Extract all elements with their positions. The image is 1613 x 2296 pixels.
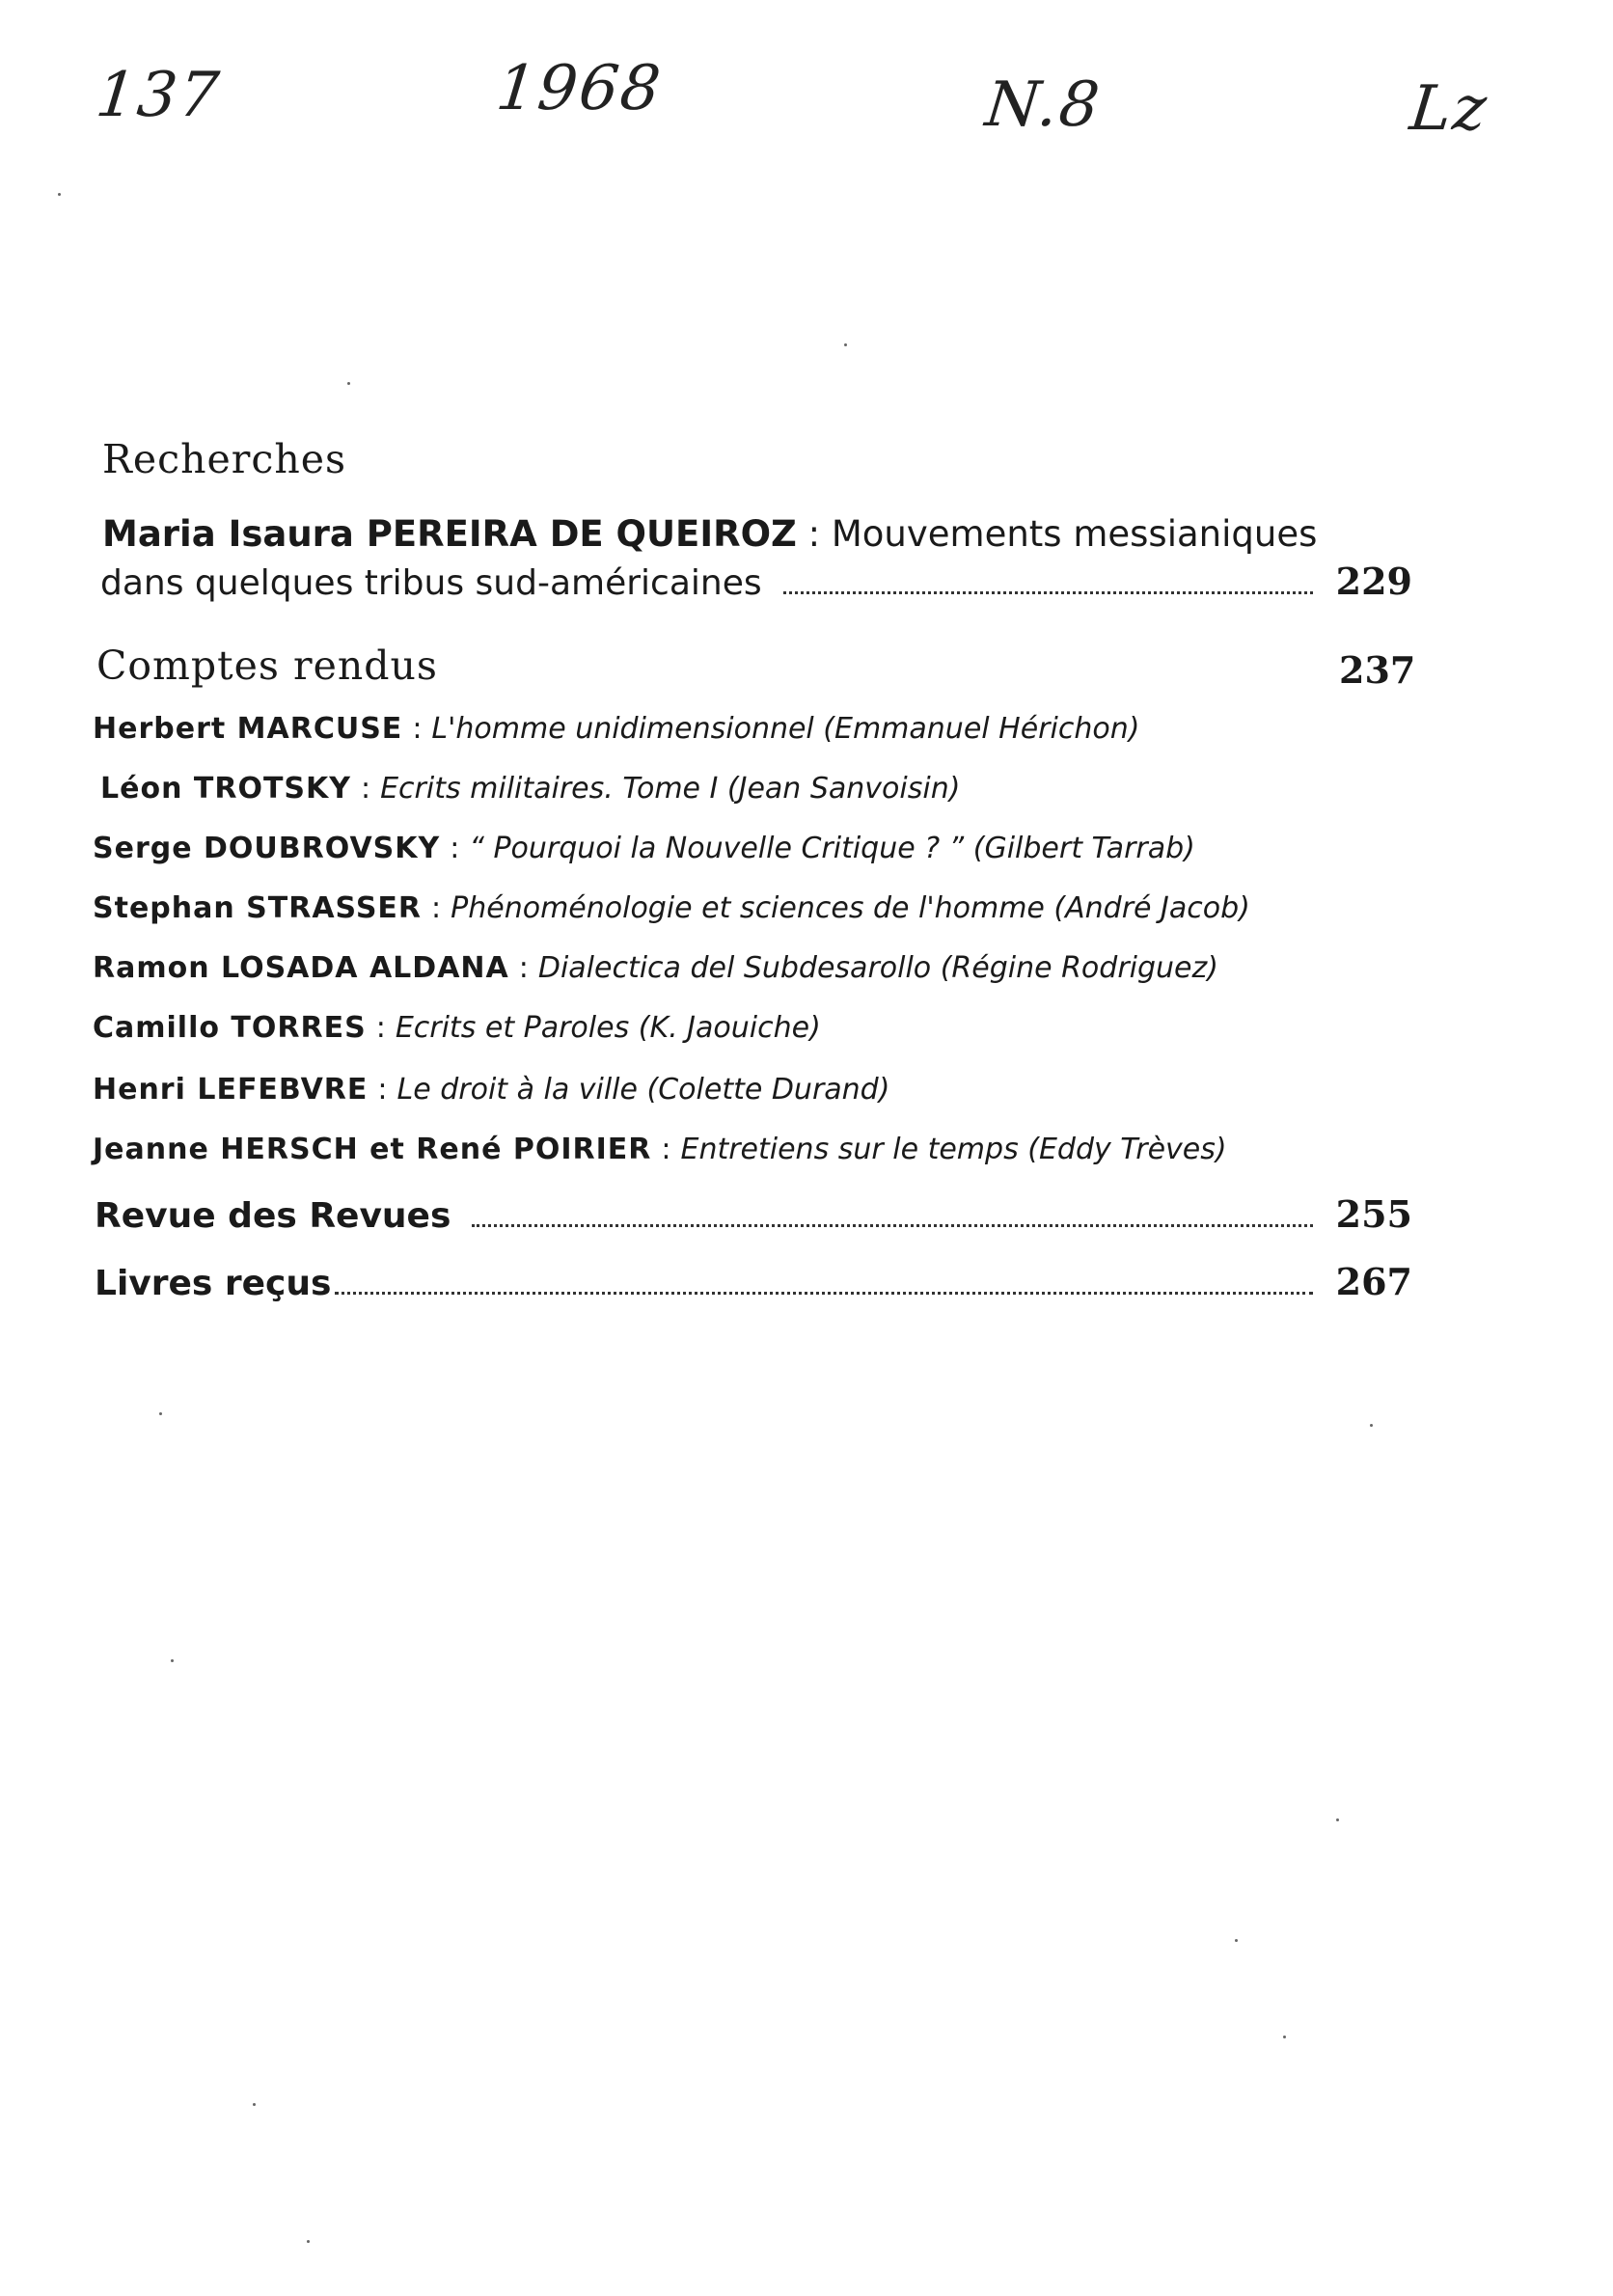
scan-speck: [253, 2103, 256, 2106]
dot-leader: [783, 591, 1313, 594]
handwritten-issue: N.8: [982, 69, 1105, 141]
scan-speck: [1370, 1424, 1373, 1427]
dot-leader: [335, 1292, 1312, 1295]
review-author: Camillo TORRES: [93, 1011, 367, 1045]
scan-speck: [307, 2240, 310, 2243]
revue-des-revues-page: 255: [1335, 1192, 1412, 1236]
review-item: Herbert MARCUSE : L'homme unidimensionnel (Emmanuel Hérichon): [93, 712, 1140, 746]
scan-speck: [171, 1659, 174, 1662]
review-item: Léon TROTSKY : Ecrits militaires. Tome I (Jean Sanvoisin): [100, 772, 961, 806]
revue-des-revues-title: Revue des Revues: [95, 1196, 451, 1236]
section-title-comptes-rendus: Comptes rendus: [96, 642, 438, 689]
review-work: “ Pourquoi la Nouvelle Critique ? ” (Gilbert Tarrab): [469, 832, 1195, 865]
scan-speck: [1336, 1818, 1339, 1821]
handwritten-mark: Lz: [1407, 73, 1492, 145]
scan-speck: [159, 1412, 162, 1415]
review-item: Henri LEFEBVRE : Le droit à la ville (Colette Durand): [93, 1073, 890, 1107]
review-work: Phénoménologie et sciences de l'homme (André Jacob): [451, 891, 1250, 925]
review-author: Herbert MARCUSE: [93, 712, 403, 746]
article-title-line1: Mouvements messianiques: [831, 513, 1318, 555]
review-work: Le droit à la ville (Colette Durand): [396, 1073, 890, 1107]
handwritten-number: 137: [93, 60, 225, 131]
scan-speck: [1283, 2036, 1286, 2038]
handwritten-year: 1968: [493, 53, 666, 124]
review-author: Serge DOUBROVSKY: [93, 832, 441, 865]
review-work: Dialectica del Subdesarollo (Régine Rodriguez): [537, 951, 1218, 985]
comptes-rendus-page: 237: [1339, 648, 1416, 692]
scan-speck: [1235, 1939, 1238, 1942]
scan-speck: [58, 193, 61, 196]
review-work: L'homme unidimensionnel (Emmanuel Hérichon): [431, 712, 1140, 746]
review-item: Jeanne HERSCH et René POIRIER : Entretiens sur le temps (Eddy Trèves): [93, 1133, 1227, 1166]
review-author: Ramon LOSADA ALDANA: [93, 951, 509, 985]
article-title-line2: dans quelques tribus sud-américaines: [100, 563, 762, 603]
scan-speck: [844, 343, 847, 346]
review-item: Stephan STRASSER : Phénoménologie et sciences de l'homme (André Jacob): [93, 891, 1250, 925]
toc-livres-recus: [95, 1260, 1412, 1304]
review-item: Camillo TORRES : Ecrits et Paroles (K. Jaouiche): [93, 1011, 821, 1045]
review-work: Ecrits militaires. Tome I (Jean Sanvoisin): [380, 772, 961, 806]
review-author: Léon TROTSKY: [100, 772, 351, 806]
review-item: Ramon LOSADA ALDANA : Dialectica del Subdesarollo (Régine Rodriguez): [93, 951, 1218, 985]
review-author: Jeanne HERSCH et René POIRIER: [93, 1133, 652, 1166]
article-heading: [102, 513, 1317, 555]
toc-revue-des-revues: [95, 1192, 1412, 1237]
section-title-recherches: Recherches: [102, 436, 347, 482]
article-page: 229: [1335, 560, 1412, 603]
dot-leader: [472, 1224, 1312, 1227]
review-author: Stephan STRASSER: [93, 891, 423, 925]
scan-speck: [347, 382, 350, 385]
livres-recus-page: 267: [1335, 1260, 1412, 1303]
article-author: Maria Isaura PEREIRA DE QUEIROZ: [102, 513, 797, 555]
livres-recus-title: Livres reçus: [95, 1264, 332, 1303]
article-separator: :: [807, 513, 821, 555]
review-work: Ecrits et Paroles (K. Jaouiche): [395, 1011, 821, 1045]
review-work: Entretiens sur le temps (Eddy Trèves): [680, 1133, 1227, 1166]
review-author: Henri LEFEBVRE: [93, 1073, 369, 1107]
review-item: Serge DOUBROVSKY : “ Pourquoi la Nouvelle Critique ? ” (Gilbert Tarrab): [93, 832, 1195, 865]
article-toc-line: [100, 560, 1412, 604]
